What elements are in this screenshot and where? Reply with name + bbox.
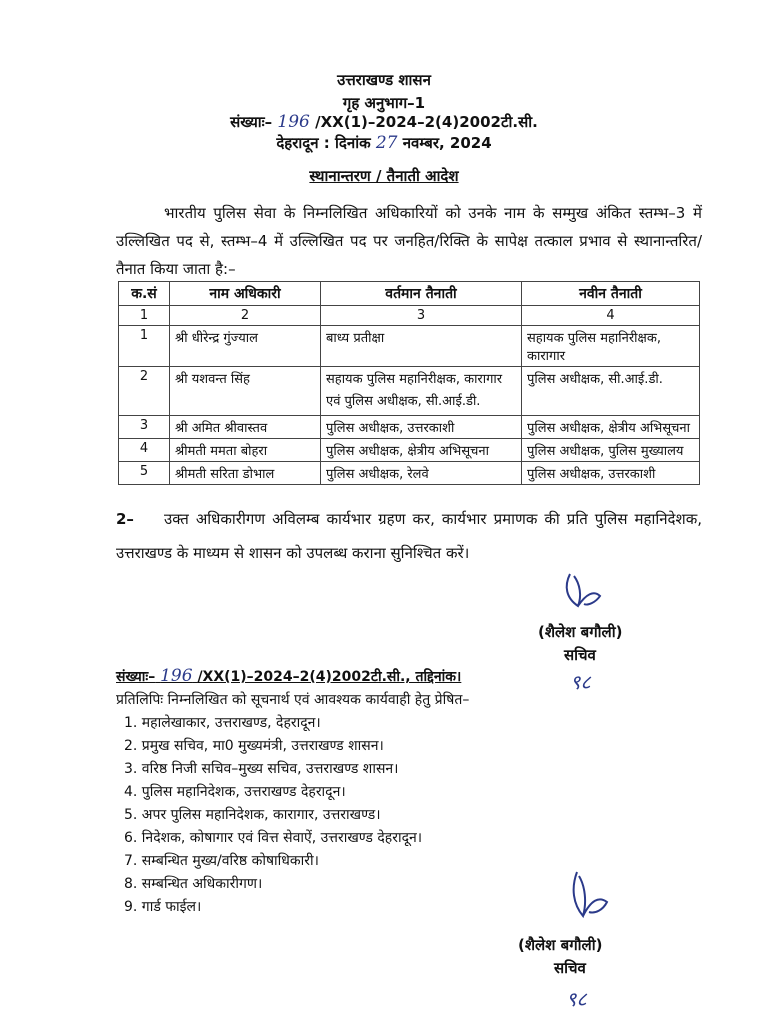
col-number: 2 [170, 306, 321, 326]
paragraph-2-number: 2– [116, 510, 134, 528]
cell-new: पुलिस अधीक्षक, सी.आई.डी. [522, 367, 700, 416]
copy-ref-handwritten-number: 196 [160, 666, 193, 686]
list-item: 7. सम्बन्धित मुख्य/वरिष्ठ कोषाधिकारी। [124, 853, 319, 869]
copy-reference-number [116, 666, 461, 686]
paragraph-2-text: उक्त अधिकारीगण अविलम्ब कार्यभार ग्रहण कर, कार्यभार प्रमाणक की प्रति पुलिस महानिदेशक, उत्तराखण्ड के माध्यम से शासन को उपलब्ध कराना सुनिश्चित करें। [116, 510, 702, 562]
table-row [119, 416, 700, 439]
cell-name: श्री अमित श्रीवास्तव [170, 416, 321, 439]
ref-handwritten-number: 196 [277, 112, 310, 132]
cell-new: पुलिस अधीक्षक, पुलिस मुख्यालय [522, 439, 700, 462]
list-item: 3. वरिष्ठ निजी सचिव–मुख्य सचिव, उत्तराखण्ड शासन। [124, 761, 399, 777]
copy-intro: प्रतिलिपिः निम्नलिखित को सूचनार्थ एवं आवश्यक कार्यवाही हेतु प्रेषित– [116, 692, 470, 708]
list-item: 4. पुलिस महानिदेशक, उत्तराखण्ड देहरादून। [124, 784, 346, 800]
copy-ref-suffix: /XX(1)–2024–2(4)2002टी.सी., तद्दिनांक। [197, 669, 462, 685]
table-row [119, 439, 700, 462]
col-number: 3 [321, 306, 522, 326]
signature-2-mark: ९८ [566, 987, 587, 1011]
list-item: 5. अपर पुलिस महानिदेशक, कारागार, उत्तराखण्ड। [124, 807, 381, 823]
header-current-posting: वर्तमान तैनाती [321, 282, 522, 306]
table-row [119, 367, 700, 416]
date-prefix: देहरादून : दिनांक [276, 134, 371, 152]
header-serial: क.सं [119, 282, 170, 306]
date-handwritten-day: 27 [375, 133, 398, 153]
ref-suffix: /XX(1)–2024–2(4)2002टी.सी. [315, 113, 538, 131]
table-row [119, 326, 700, 367]
table-header-row [119, 282, 700, 306]
cell-name: श्रीमती सरिता डोभाल [170, 462, 321, 485]
header-name: नाम अधिकारी [170, 282, 321, 306]
reference-number [0, 112, 768, 132]
cell-name: श्री धीरेन्द्र गुंज्याल [170, 326, 321, 367]
copy-ref-label: संख्याः– [116, 669, 156, 685]
cell-current: पुलिस अधीक्षक, क्षेत्रीय अभिसूचना [321, 439, 522, 462]
col-number: 1 [119, 306, 170, 326]
intro-paragraph: भारतीय पुलिस सेवा के निम्नलिखित अधिकारियों को उनके नाम के सम्मुख अंकित स्तम्भ–3 में उल्लिखित पद से, स्तम्भ–4 में उल्लिखित पद पर जनहित/रिक्ति के सापेक्ष तत्काल प्रभाव से स्थानान्तरित/तैनात किया जाता है:– [116, 204, 702, 278]
header-new-posting: नवीन तैनाती [522, 282, 700, 306]
cell-serial: 4 [119, 439, 170, 462]
cell-serial: 3 [119, 416, 170, 439]
cell-name: श्रीमती ममता बोहरा [170, 439, 321, 462]
signature-1-mark: ९८ [570, 670, 591, 694]
cell-new: पुलिस अधीक्षक, उत्तरकाशी [522, 462, 700, 485]
cell-current: बाध्य प्रतीक्षा [321, 326, 522, 367]
cell-current: सहायक पुलिस महानिरीक्षक, कारागार एवं पुलिस अधीक्षक, सी.आई.डी. [321, 367, 522, 416]
signature-2-designation: सचिव [554, 959, 586, 977]
list-item: 8. सम्बन्धित अधिकारीगण। [124, 876, 263, 892]
cell-new: पुलिस अधीक्षक, क्षेत्रीय अभिसूचना [522, 416, 700, 439]
list-item: 2. प्रमुख सचिव, मा0 मुख्यमंत्री, उत्तराखण्ड शासन। [124, 738, 384, 754]
list-item: 1. महालेखाकार, उत्तराखण्ड, देहरादून। [124, 715, 321, 731]
order-title: स्थानान्तरण / तैनाती आदेश [309, 167, 459, 185]
cell-serial: 2 [119, 367, 170, 416]
paragraph-2 [116, 502, 702, 570]
list-item: 9. गार्ड फाईल। [124, 899, 202, 915]
list-item: 6. निदेशक, कोषागार एवं वित्त सेवाऐं, उत्तराखण्ड देहरादून। [124, 830, 423, 846]
column-number-row [119, 306, 700, 326]
signature-1-scribble [560, 566, 610, 616]
signature-2-name: (शैलेश बगौली) [518, 936, 603, 954]
cell-serial: 1 [119, 326, 170, 367]
cell-serial: 5 [119, 462, 170, 485]
signature-2-scribble [565, 866, 615, 926]
order-date [0, 133, 768, 153]
cell-new: सहायक पुलिस महानिरीक्षक, कारागार [522, 326, 700, 367]
signature-1-name: (शैलेश बगौली) [538, 623, 623, 641]
signature-1-designation: सचिव [564, 646, 596, 664]
cell-current: पुलिस अधीक्षक, उत्तरकाशी [321, 416, 522, 439]
department-heading: गृह अनुभाग–1 [342, 94, 426, 112]
cell-current: पुलिस अधीक्षक, रेलवे [321, 462, 522, 485]
ref-label: संख्याः– [230, 113, 273, 131]
cell-name: श्री यशवन्त सिंह [170, 367, 321, 416]
col-number: 4 [522, 306, 700, 326]
date-suffix: नवम्बर, 2024 [402, 134, 492, 152]
government-heading: उत्तराखण्ड शासन [337, 71, 431, 89]
table-row [119, 462, 700, 485]
transfer-table [118, 281, 700, 485]
